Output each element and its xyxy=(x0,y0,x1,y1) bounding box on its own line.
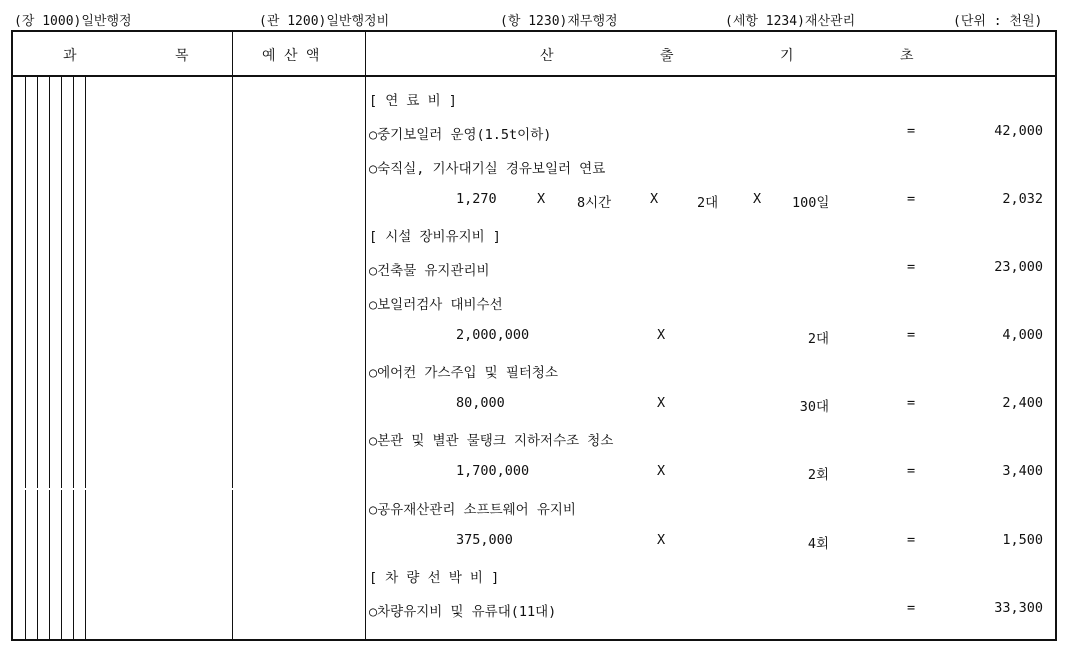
list-item: 80,000 X 30대 = 2,400 xyxy=(456,395,1043,415)
page-break-gap xyxy=(13,488,365,490)
level-line-5 xyxy=(73,77,74,639)
gwan-label: (관 1200)일반행정비 xyxy=(259,14,390,29)
basis-body xyxy=(367,77,1055,639)
list-item: 1,700,000 X 2회 = 3,400 xyxy=(456,463,1043,483)
list-item: ○중기보일러 운영(1.5t이하) = 42,000 xyxy=(369,123,1043,143)
list-item: [ 연 료 비 ] xyxy=(369,93,457,109)
list-item: 375,000 X 4회 = 1,500 xyxy=(456,532,1043,552)
table-header-row xyxy=(13,32,1055,77)
list-item: ○건축물 유지관리비 = 23,000 xyxy=(369,259,1043,279)
column-basis-1: 산 xyxy=(540,48,554,64)
list-item: ○에어컨 가스주입 및 필터청소 xyxy=(369,365,559,381)
list-item: ○차량유지비 및 유류대(11대) = 33,300 xyxy=(369,600,1043,620)
level-line-4 xyxy=(61,77,62,639)
level-line-1 xyxy=(25,77,26,639)
list-item: [ 시설 장비유지비 ] xyxy=(369,229,501,245)
sehang-label: (세항 1234)재산관리 xyxy=(725,14,856,29)
level-line-2 xyxy=(37,77,38,639)
unit-label: (단위 : 천원) xyxy=(953,14,1043,29)
level-line-6 xyxy=(85,77,86,639)
budget-table xyxy=(11,30,1057,641)
hang-label: (항 1230)재무행정 xyxy=(500,14,618,29)
column-budget: 예 산 액 xyxy=(262,48,320,64)
list-item: 2,000,000 X 2대 = 4,000 xyxy=(456,327,1043,347)
divider-budget-basis xyxy=(365,32,366,639)
column-basis-3: 기 xyxy=(780,48,794,64)
list-item: 1,270 X 8시간 X 2대 X 100일 = 2,032 xyxy=(456,191,1043,211)
level-line-3 xyxy=(49,77,50,639)
list-item: ○공유재산관리 소프트웨어 유지비 xyxy=(369,502,576,518)
budget-header xyxy=(0,10,1067,30)
jang-label: (장 1000)일반행정 xyxy=(14,14,132,29)
column-gwa: 과 xyxy=(63,48,77,64)
list-item: ○본관 및 별관 물탱크 지하저수조 청소 xyxy=(369,433,614,449)
column-mok: 목 xyxy=(175,48,189,64)
divider-subject-budget xyxy=(232,32,233,639)
column-basis-4: 초 xyxy=(900,48,914,64)
list-item: [ 차 량 선 박 비 ] xyxy=(369,570,500,586)
list-item: ○숙직실, 기사대기실 경유보일러 연료 xyxy=(369,161,606,177)
column-basis-2: 출 xyxy=(660,48,674,64)
list-item: ○보일러검사 대비수선 xyxy=(369,297,503,313)
